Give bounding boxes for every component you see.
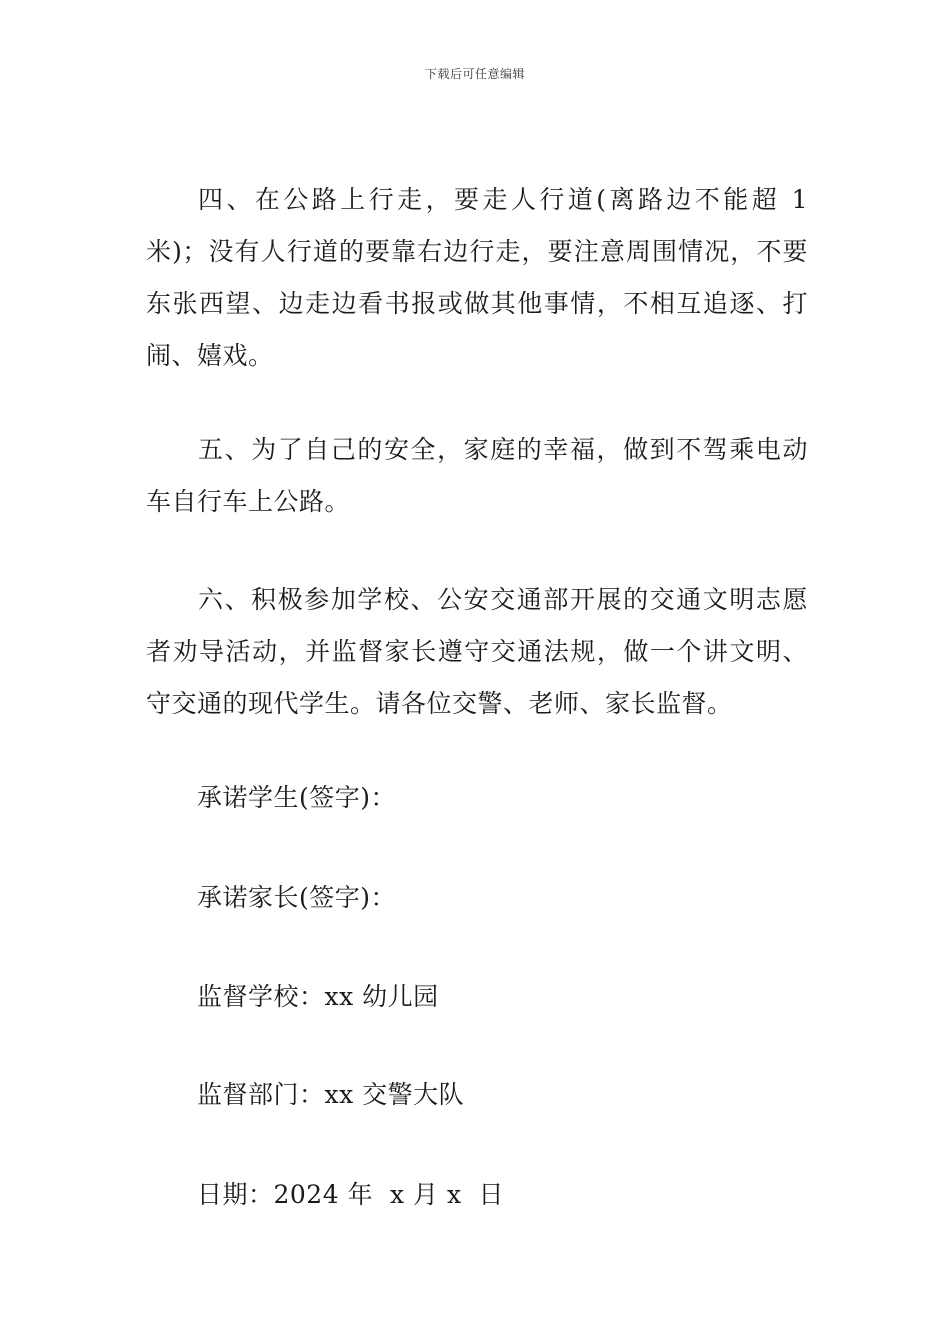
supervising-department-line: 监督部门：xx 交警大队 bbox=[197, 1080, 465, 1109]
paragraph-six-block bbox=[146, 574, 808, 730]
header-note: 下载后可任意编辑 bbox=[424, 67, 525, 81]
paragraph-six: 六、积极参加学校、公安交通部开展的交通文明志愿者劝导活动，并监督家长遵守交通法规，做一个讲文明、守交通的现代学生。请各位交警、老师、家长监督。 bbox=[146, 585, 808, 718]
supervising-school-line: 监督学校：xx 幼儿园 bbox=[197, 982, 439, 1011]
parent-signature-line: 承诺家长(签字)： bbox=[197, 883, 397, 912]
paragraph-four-block bbox=[146, 174, 817, 382]
student-signature-line: 承诺学生(签字)： bbox=[197, 783, 397, 812]
paragraph-four: 四、在公路上行走，要走人行道(离路边不能超 1 米)；没有人行道的要靠右边行走，要注意周围情况，不要东张西望、边走边看书报或做其他事情，不相互追逐、打闹、嬉戏。 bbox=[146, 185, 817, 370]
paragraph-five: 五、为了自己的安全，家庭的幸福，做到不驾乘电动车自行车上公路。 bbox=[146, 435, 808, 516]
date-line: 日期：2024 年 x 月 x 日 bbox=[197, 1180, 504, 1209]
paragraph-five-block bbox=[146, 424, 808, 528]
